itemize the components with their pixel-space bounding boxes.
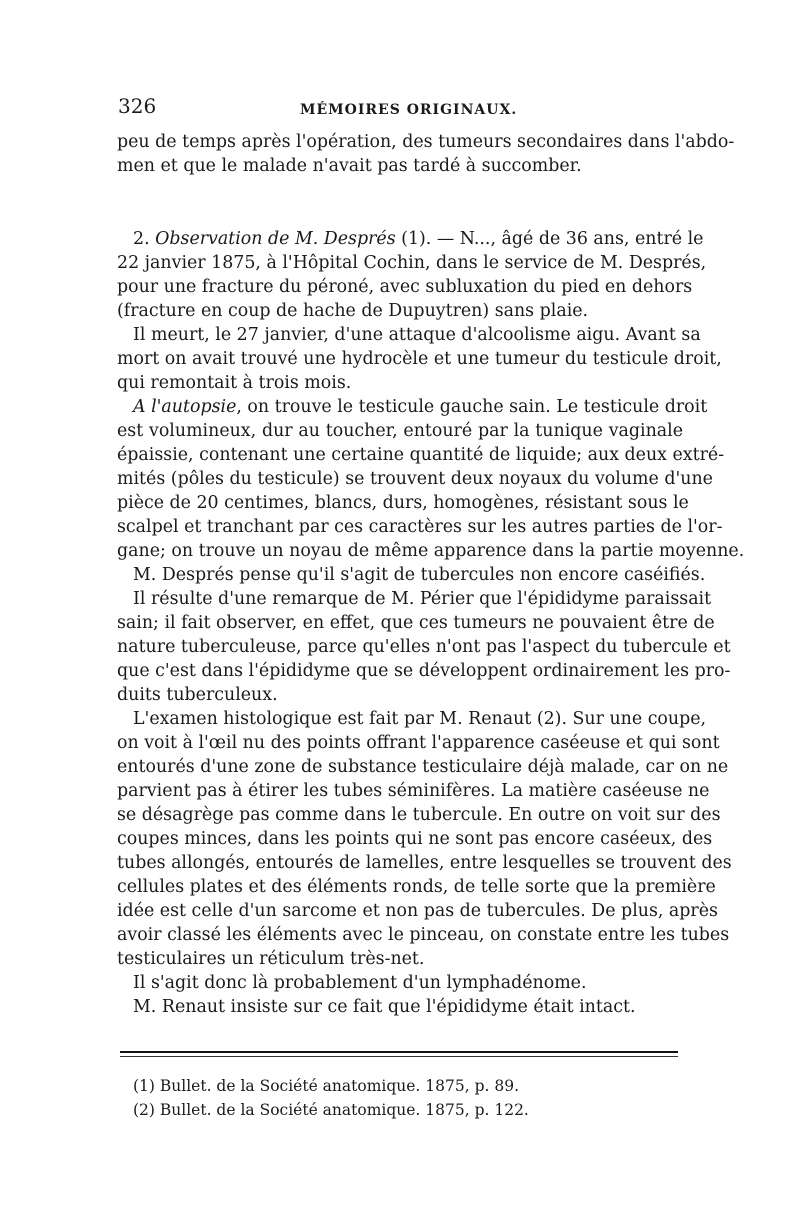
text-line: parvient pas à étirer les tubes séminifères. La matière caséeuse ne [117,781,710,801]
text-line: avoir classé les éléments avec le pinceau, on constate entre les tubes [117,925,730,945]
text-line: Il meurt, le 27 janvier, d'une attaque d'alcoolisme aigu. Avant sa [133,325,701,345]
page-number: 326 [118,94,157,118]
running-title: MÉMOIRES ORIGINAUX. [300,102,518,118]
text-line: pour une fracture du péroné, avec subluxation du pied en dehors [117,277,693,297]
text-line: peu de temps après l'opération, des tumeurs secondaires dans l'abdo- [117,132,735,152]
observation-title: Observation de M. Després [155,229,396,249]
text-line: qui remontait à trois mois. [117,373,352,393]
text-line: on voit à l'œil nu des points offrant l'apparence caséeuse et qui sont [117,733,720,753]
footnote-rule-thin [120,1056,678,1057]
text-line: L'examen histologique est fait par M. Renaut (2). Sur une coupe, [133,709,707,729]
autopsy-italic: A l'autopsie [133,397,237,417]
text-line: idée est celle d'un sarcome et non pas de tubercules. De plus, après [117,901,718,921]
text-line: que c'est dans l'épididyme que se développent ordinairement les pro- [117,661,731,681]
text-line: M. Després pense qu'il s'agit de tubercules non encore caséifiés. [133,565,706,585]
text-line: M. Renaut insiste sur ce fait que l'épididyme était intact. [133,997,636,1017]
text-line: épaissie, contenant une certaine quantité de liquide; aux deux extré- [117,445,725,465]
text-line: coupes minces, dans les points qui ne sont pas encore caséeux, des [117,829,713,849]
text-line: scalpel et tranchant par ces caractères sur les autres parties de l'or- [117,517,723,537]
observation-text: (1). — N..., âgé de 36 ans, entré le [395,229,704,249]
observation-heading-line [133,227,704,251]
text-line: (fracture en coup de hache de Dupuytren) sans plaie. [117,301,589,321]
text-line: sain; il fait observer, en effet, que ces tumeurs ne pouvaient être de [117,613,715,633]
text-line: testiculaires un réticulum très-net. [117,949,425,969]
autopsy-line [133,395,708,419]
observation-number: 2. [133,229,156,249]
text-line: gane; on trouve un noyau de même apparence dans la partie moyenne. [117,541,745,561]
text-line: entourés d'une zone de substance testiculaire déjà malade, car on ne [117,757,729,777]
text-line: men et que le malade n'avait pas tardé à succomber. [117,156,582,176]
autopsy-text: , on trouve le testicule gauche sain. Le testicule droit [236,397,708,417]
text-line: pièce de 20 centimes, blancs, durs, homogènes, résistant sous le [117,493,689,513]
footnote-2: (2) Bullet. de la Société anatomique. 1875, p. 122. [133,1101,529,1119]
text-line: Il s'agit donc là probablement d'un lymphadénome. [133,973,587,993]
text-line: mités (pôles du testicule) se trouvent deux noyaux du volume d'une [117,469,713,489]
text-line: mort on avait trouvé une hydrocèle et une tumeur du testicule droit, [117,349,722,369]
text-line: Il résulte d'une remarque de M. Périer que l'épididyme paraissait [133,589,712,609]
footnote-rule [120,1051,678,1053]
text-line: cellules plates et des éléments ronds, de telle sorte que la première [117,877,716,897]
text-line: 22 janvier 1875, à l'Hôpital Cochin, dans le service de M. Després, [117,253,707,273]
text-line: se désagrège pas comme dans le tubercule. En outre on voit sur des [117,805,721,825]
text-line: tubes allongés, entourés de lamelles, entre lesquelles se trouvent des [117,853,732,873]
text-line: duits tuberculeux. [117,685,278,705]
footnote-1: (1) Bullet. de la Société anatomique. 1875, p. 89. [133,1077,520,1095]
text-line: nature tuberculeuse, parce qu'elles n'ont pas l'aspect du tubercule et [117,637,731,657]
text-line: est volumineux, dur au toucher, entouré par la tunique vaginale [117,421,683,441]
